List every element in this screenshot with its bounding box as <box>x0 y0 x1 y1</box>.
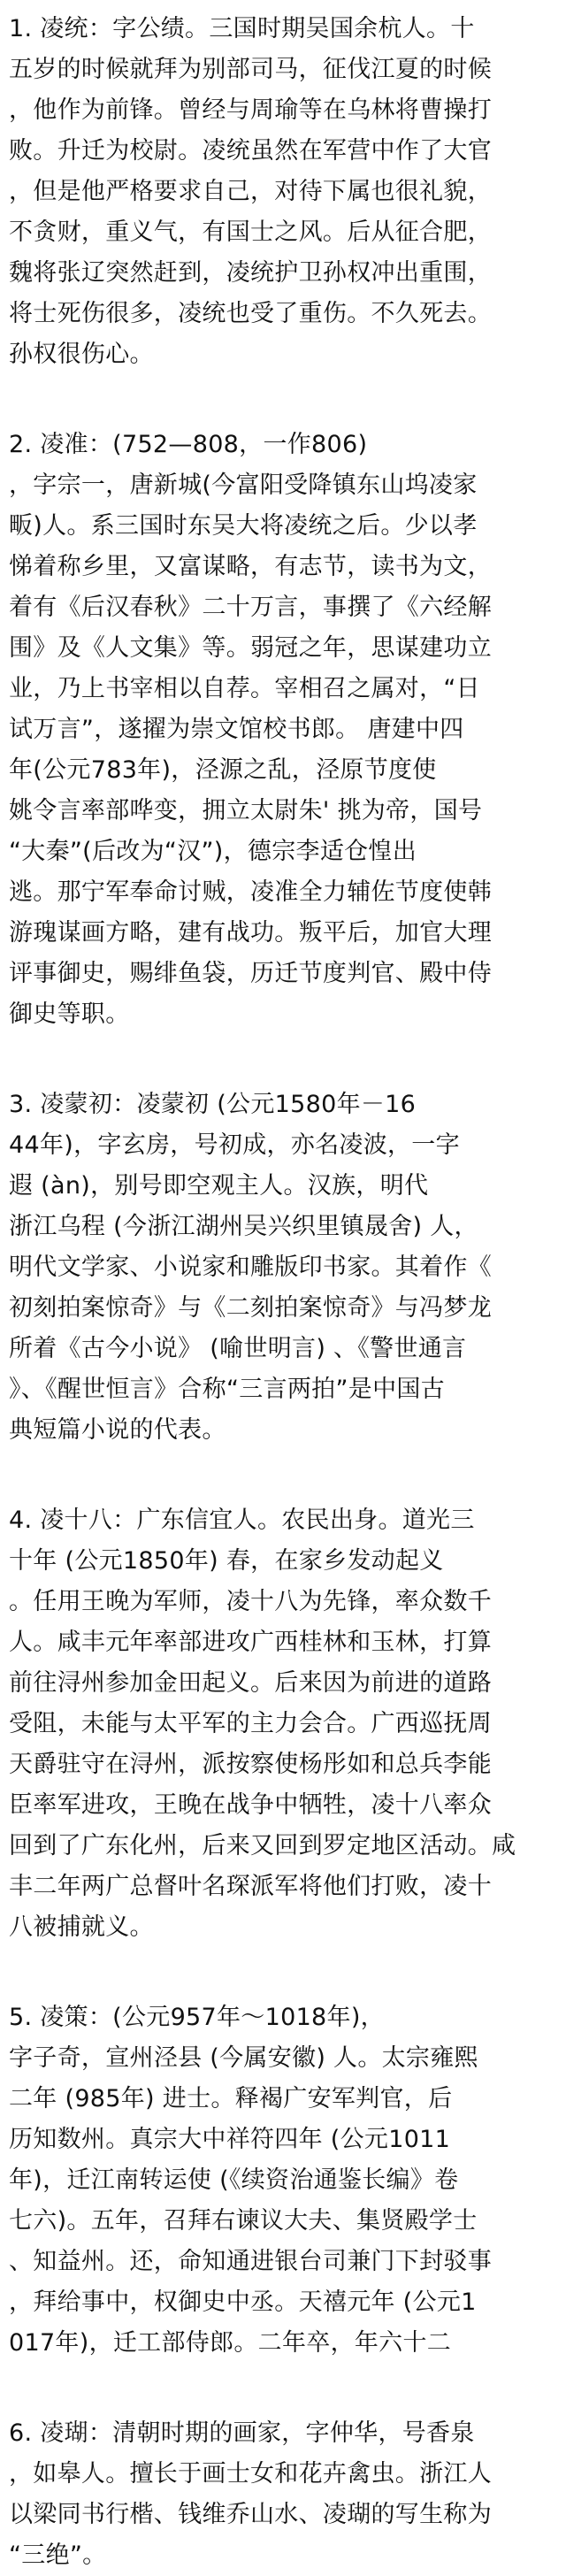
entry-ling-tong <box>9 9 548 375</box>
text-line: 八被捕就义。 <box>9 1913 154 1941</box>
text-line: 初刻拍案惊奇》与《二刻拍案惊奇》与冯梦龙 <box>9 1294 492 1322</box>
text-line: ，如皋人。擅长于画士女和花卉禽虫。浙江人 <box>9 2460 492 2488</box>
entry-ling-hu <box>9 2413 548 2576</box>
text-line: “大秦”(后改为“汉”)，德宗李适仓惶出 <box>9 838 417 865</box>
text-line: 所着《古今小说》 (喻世明言) 、《警世通言 <box>9 1335 467 1362</box>
entry-ling-ce <box>9 1997 548 2364</box>
text-line: 字子奇，宣州泾县 (今属安徽) 人。太宗雍熙 <box>9 2044 478 2072</box>
text-line: 年(公元783年)，泾源之乱，泾原节度使 <box>9 756 437 784</box>
text-line: 回到了广东化州，后来又回到罗定地区活动。咸 <box>9 1832 516 1859</box>
text-line: 游瑰谋画方略，建有战功。叛平后，加官大理 <box>9 919 492 947</box>
text-line: 围》及《人文集》等。弱冠之年，思谋建功立 <box>9 634 492 662</box>
text-line: ，他作为前锋。曾经与周瑜等在乌林将曹操打 <box>9 96 492 124</box>
text-line: 3. 凌蒙初：凌蒙初 (公元1580年－16 <box>9 1091 417 1118</box>
text-line: 受阻，未能与太平军的主力会合。广西巡抚周 <box>9 1710 492 1737</box>
entry-ling-zhun <box>9 425 548 1035</box>
text-line: 6. 凌瑚：清朝时期的画家，字仲华，号香泉 <box>9 2419 475 2447</box>
text-line: 悌着称乡里，又富谋略，有志节，读书为文， <box>9 553 492 580</box>
text-line: 人。咸丰元年率部进攻广西桂林和玉林，打算 <box>9 1629 492 1656</box>
text-line: ，拜给事中，权御史中丞。天禧元年 (公元1 <box>9 2288 477 2316</box>
text-line: 孙权很伤心。 <box>9 341 154 368</box>
text-line: 》、《醒世恒言》合称“三言两拍”是中国古 <box>9 1376 445 1403</box>
text-line: ，但是他严格要求自己，对待下属也很礼貌， <box>9 178 492 205</box>
text-line: 1. 凌统：字公绩。三国时期吴国余杭人。十 <box>9 15 475 42</box>
text-line: 试万言”，遂擢为崇文馆校书郎。 唐建中四 <box>9 716 464 743</box>
text-line: 畈)人。系三国时东吴大将凌统之后。少以孝 <box>9 512 478 540</box>
text-line: 评事御史，赐绯鱼袋，历迁节度判官、殿中侍 <box>9 960 492 987</box>
text-line: 017年)，迁工部侍郎。二年卒，年六十二 <box>9 2329 452 2357</box>
text-line: 2. 凌准：(752—808，一作806) <box>9 431 368 458</box>
text-line: 浙江乌程 (今浙江湖州吴兴织里镇晟舍) 人， <box>9 1213 478 1240</box>
entry-ling-mengchu <box>9 1085 548 1451</box>
text-line: 前往浔州参加金田起义。后来因为前进的道路 <box>9 1669 492 1697</box>
text-line: 历知数州。真宗大中祥符四年 (公元1011 <box>9 2126 451 2153</box>
text-line: 姚令言率部哗变，拥立太尉朱' 挑为帝，国号 <box>9 797 483 824</box>
text-line: “三绝”。 <box>9 2542 107 2569</box>
text-line: 御史等职。 <box>9 1000 130 1028</box>
text-line: 逃。那宁军奉命讨贼，凌准全力辅佐节度使韩 <box>9 878 492 906</box>
text-line: 5. 凌策：(公元957年～1018年)， <box>9 2004 385 2031</box>
text-line: 将士死伤很多，凌统也受了重伤。不久死去。 <box>9 300 492 327</box>
text-line: 遐 (àn)，别号即空观主人。汉族，明代 <box>9 1172 429 1200</box>
text-line: 年)，迁江南转运使 (《续资治通鉴长编》卷 <box>9 2166 459 2194</box>
text-line: 典短篇小说的代表。 <box>9 1416 226 1444</box>
text-line: 五岁的时候就拜为别部司马，征伐江夏的时候 <box>9 56 492 83</box>
text-line: 明代文学家、小说家和雕版印书家。其着作《 <box>9 1254 492 1281</box>
text-line: 不贪财，重义气，有国士之风。后从征合肥， <box>9 218 492 246</box>
text-line: 业，乃上书宰相以自荐。宰相召之属对，“日 <box>9 675 480 702</box>
text-line: 以梁同书行楷、钱维乔山水、凌瑚的写生称为 <box>9 2501 492 2528</box>
text-line: ，字宗一，唐新城(今富阳受降镇东山坞凌家 <box>9 472 478 499</box>
text-line: 44年)，字玄房，号初成，亦名凌波，一字 <box>9 1131 460 1159</box>
text-line: 天爵驻守在浔州，派按察使杨彤如和总兵李能 <box>9 1751 492 1778</box>
text-line: 败。升迁为校尉。凌统虽然在军营中作了大官 <box>9 137 492 165</box>
text-line: 丰二年两广总督叶名琛派军将他们打败，凌十 <box>9 1873 492 1900</box>
entry-ling-shiba <box>9 1500 548 1948</box>
text-line: 。任用王晚为军师，凌十八为先锋，率众数千 <box>9 1588 492 1615</box>
text-line: 十年 (公元1850年) 春，在家乡发动起义 <box>9 1547 444 1575</box>
text-line: 着有《后汉春秋》二十万言，事撰了《六经解 <box>9 594 492 621</box>
text-line: 4. 凌十八：广东信宜人。农民出身。道光三 <box>9 1506 475 1534</box>
text-line: 魏将张辽突然赶到，凌统护卫孙权冲出重围， <box>9 259 492 287</box>
text-line: 七六)。五年，召拜右谏议大夫、集贤殿学士 <box>9 2207 478 2235</box>
text-line: 、知益州。还，命知通进银台司兼门下封驳事 <box>9 2248 492 2275</box>
text-line: 臣率军进攻，王晚在战争中牺牲，凌十八率众 <box>9 1791 492 1819</box>
text-line: 二年 (985年) 进士。释褐广安军判官，后 <box>9 2085 453 2112</box>
